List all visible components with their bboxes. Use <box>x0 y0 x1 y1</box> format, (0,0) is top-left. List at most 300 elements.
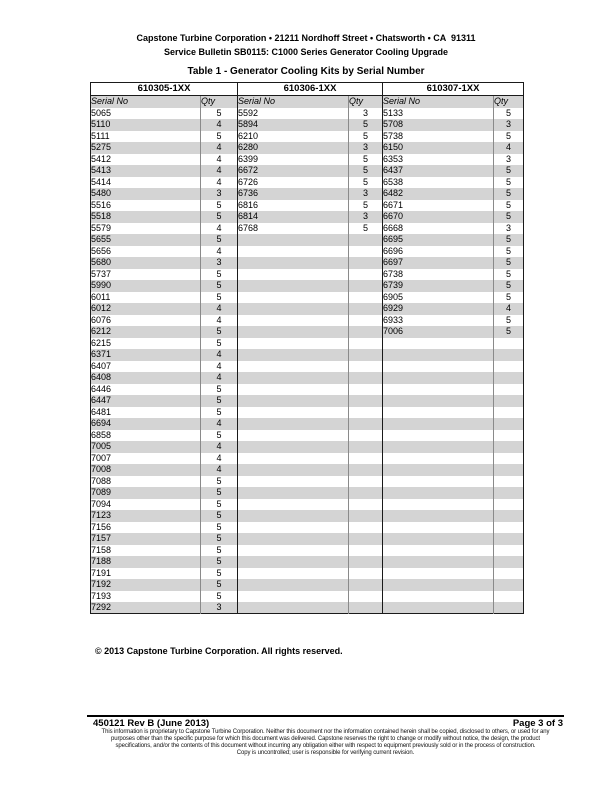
qty-cell <box>494 591 524 603</box>
qty-cell: 3 <box>494 119 524 131</box>
qty-cell: 5 <box>201 269 238 281</box>
serial-cell: 7005 <box>91 441 201 453</box>
serial-cell: 5894 <box>238 119 349 131</box>
qty-cell: 5 <box>349 119 383 131</box>
table-row <box>91 257 524 269</box>
serial-cell <box>383 338 494 350</box>
serial-cell <box>238 338 349 350</box>
serial-cell: 6695 <box>383 234 494 246</box>
qty-cell: 5 <box>349 154 383 166</box>
qty-cell: 4 <box>201 453 238 465</box>
qty-cell <box>349 499 383 511</box>
serial-cell <box>238 246 349 258</box>
serial-cell <box>238 499 349 511</box>
legal-line: This information is proprietary to Capstone Turbine Corporation. Neither this document nor the information contained herein shall be copied, disclosed to others, or used for any <box>101 729 550 735</box>
serial-cell <box>238 476 349 488</box>
serial-cell: 6738 <box>383 269 494 281</box>
qty-cell: 5 <box>494 165 524 177</box>
qty-cell: 5 <box>494 280 524 292</box>
table-row <box>91 556 524 568</box>
qty-cell: 5 <box>201 545 238 557</box>
qty-cell: 5 <box>201 533 238 545</box>
page-number: Page 3 of 3 <box>512 718 563 729</box>
table-row <box>91 568 524 580</box>
legal-line: specifications, and/or the contents of this document without incurring any obligation either with respect to equipment previously sold or in the process of construction. <box>115 743 536 749</box>
qty-cell <box>349 556 383 568</box>
qty-cell <box>349 257 383 269</box>
qty-cell: 5 <box>349 131 383 143</box>
qty-cell: 5 <box>494 131 524 143</box>
serial-cell: 5414 <box>91 177 201 189</box>
serial-cell <box>383 487 494 499</box>
serial-cell: 6816 <box>238 200 349 212</box>
qty-cell <box>494 602 524 614</box>
qty-cell: 5 <box>201 430 238 442</box>
serial-cell <box>238 372 349 384</box>
table-row <box>91 510 524 522</box>
table-row <box>91 119 524 131</box>
serial-cell: 5990 <box>91 280 201 292</box>
serial-cell: 6933 <box>383 315 494 327</box>
serial-cell: 6215 <box>91 338 201 350</box>
serial-cell: 6668 <box>383 223 494 235</box>
serial-cell: 6280 <box>238 142 349 154</box>
serial-cell <box>383 361 494 373</box>
qty-cell: 4 <box>201 303 238 315</box>
qty-cell <box>349 533 383 545</box>
qty-cell <box>349 234 383 246</box>
serial-cell <box>238 487 349 499</box>
document-header <box>0 31 612 59</box>
table-row <box>91 108 524 120</box>
table-row <box>91 441 524 453</box>
table-row <box>91 142 524 154</box>
qty-cell: 5 <box>201 131 238 143</box>
qty-cell <box>494 453 524 465</box>
qty-cell <box>349 510 383 522</box>
qty-cell <box>349 545 383 557</box>
serial-cell: 6929 <box>383 303 494 315</box>
table-row <box>91 464 524 476</box>
table-row <box>91 602 524 614</box>
serial-cell: 6150 <box>383 142 494 154</box>
serial-cell <box>383 453 494 465</box>
table-row <box>91 361 524 373</box>
qty-cell <box>349 361 383 373</box>
qty-cell: 3 <box>349 188 383 200</box>
qty-cell <box>349 602 383 614</box>
serial-cell: 6670 <box>383 211 494 223</box>
qty-cell: 4 <box>201 372 238 384</box>
serial-cell <box>383 476 494 488</box>
footer <box>87 715 564 757</box>
table-row <box>91 211 524 223</box>
qty-cell: 5 <box>494 292 524 304</box>
qty-cell: 3 <box>494 223 524 235</box>
serial-cell: 6399 <box>238 154 349 166</box>
serial-cell <box>383 384 494 396</box>
serial-cell <box>238 269 349 281</box>
serial-cell: 6697 <box>383 257 494 269</box>
serial-cell <box>238 602 349 614</box>
qty-cell: 5 <box>201 200 238 212</box>
serial-cell: 6210 <box>238 131 349 143</box>
serial-cell: 6408 <box>91 372 201 384</box>
qty-cell <box>349 579 383 591</box>
qty-cell <box>494 487 524 499</box>
qty-column-header: Qty <box>494 96 524 108</box>
table-row <box>91 315 524 327</box>
part-number-610305: 610305-1XX <box>91 83 238 96</box>
serial-cell <box>238 349 349 361</box>
qty-cell: 5 <box>494 108 524 120</box>
qty-cell <box>494 395 524 407</box>
serial-cell <box>238 384 349 396</box>
serial-cell <box>383 556 494 568</box>
qty-cell <box>349 338 383 350</box>
qty-cell <box>349 395 383 407</box>
serial-cell <box>238 292 349 304</box>
serial-cell <box>383 441 494 453</box>
qty-cell: 4 <box>201 119 238 131</box>
qty-cell <box>494 430 524 442</box>
table-row <box>91 269 524 281</box>
serial-cell: 6538 <box>383 177 494 189</box>
table-title: Table 1 - Generator Cooling Kits by Serial Number <box>187 66 425 77</box>
serial-cell: 5413 <box>91 165 201 177</box>
part-number-610307: 610307-1XX <box>383 83 524 96</box>
part-number-header-row <box>91 83 524 96</box>
serial-cell: 5680 <box>91 257 201 269</box>
qty-cell <box>349 384 383 396</box>
serial-cell: 6447 <box>91 395 201 407</box>
qty-cell: 3 <box>349 142 383 154</box>
serial-cell <box>383 522 494 534</box>
qty-cell: 3 <box>349 108 383 120</box>
footer-main-row <box>87 717 564 729</box>
serial-cell: 7192 <box>91 579 201 591</box>
table-row <box>91 545 524 557</box>
serial-cell <box>238 430 349 442</box>
qty-cell: 4 <box>201 361 238 373</box>
serial-cell: 6696 <box>383 246 494 258</box>
serial-column-header: Serial No <box>383 96 494 108</box>
table-row <box>91 177 524 189</box>
serial-cell <box>238 591 349 603</box>
serial-cell: 7191 <box>91 568 201 580</box>
qty-cell: 5 <box>201 487 238 499</box>
qty-cell: 5 <box>494 234 524 246</box>
qty-column-header: Qty <box>201 96 238 108</box>
qty-cell: 5 <box>349 177 383 189</box>
serial-cell <box>383 418 494 430</box>
table-row <box>91 407 524 419</box>
qty-cell <box>494 499 524 511</box>
qty-cell: 4 <box>201 246 238 258</box>
qty-cell: 5 <box>201 234 238 246</box>
qty-cell: 4 <box>201 165 238 177</box>
table-row <box>91 223 524 235</box>
qty-cell <box>349 453 383 465</box>
qty-cell <box>349 464 383 476</box>
serial-number-table <box>90 82 524 614</box>
qty-cell: 5 <box>494 269 524 281</box>
qty-cell: 5 <box>349 165 383 177</box>
serial-cell: 7088 <box>91 476 201 488</box>
qty-cell: 4 <box>494 142 524 154</box>
qty-cell: 5 <box>201 499 238 511</box>
serial-cell <box>238 556 349 568</box>
serial-cell: 6768 <box>238 223 349 235</box>
serial-cell <box>238 418 349 430</box>
qty-cell <box>494 533 524 545</box>
table-row <box>91 579 524 591</box>
qty-cell: 5 <box>201 591 238 603</box>
serial-cell <box>238 453 349 465</box>
table-row <box>91 349 524 361</box>
table-row <box>91 418 524 430</box>
serial-cell: 5480 <box>91 188 201 200</box>
serial-cell <box>383 464 494 476</box>
serial-cell: 5111 <box>91 131 201 143</box>
serial-cell <box>383 545 494 557</box>
serial-cell <box>238 395 349 407</box>
serial-cell: 6407 <box>91 361 201 373</box>
serial-cell: 5133 <box>383 108 494 120</box>
qty-cell: 5 <box>494 211 524 223</box>
qty-cell <box>494 372 524 384</box>
legal-line: Copy is uncontrolled; user is responsible for verifying current revision. <box>236 750 415 756</box>
serial-cell <box>238 234 349 246</box>
serial-cell: 7089 <box>91 487 201 499</box>
table-row <box>91 487 524 499</box>
qty-cell: 4 <box>201 418 238 430</box>
table-row <box>91 453 524 465</box>
serial-cell: 7157 <box>91 533 201 545</box>
serial-cell: 5655 <box>91 234 201 246</box>
serial-cell: 7006 <box>383 326 494 338</box>
serial-cell: 5737 <box>91 269 201 281</box>
qty-cell: 5 <box>494 188 524 200</box>
serial-cell: 6905 <box>383 292 494 304</box>
serial-cell: 6672 <box>238 165 349 177</box>
qty-cell <box>494 361 524 373</box>
qty-cell: 4 <box>494 303 524 315</box>
serial-cell <box>238 568 349 580</box>
serial-cell: 5738 <box>383 131 494 143</box>
qty-cell: 5 <box>201 384 238 396</box>
qty-cell <box>349 315 383 327</box>
serial-cell: 6437 <box>383 165 494 177</box>
column-header-row <box>91 96 524 108</box>
qty-cell: 5 <box>201 556 238 568</box>
serial-cell: 6371 <box>91 349 201 361</box>
qty-cell: 5 <box>201 568 238 580</box>
bulletin-title-line: Service Bulletin SB0115: C1000 Series Generator Cooling Upgrade <box>163 47 449 57</box>
serial-cell <box>238 315 349 327</box>
qty-cell: 5 <box>201 108 238 120</box>
qty-cell <box>494 579 524 591</box>
table-row <box>91 384 524 396</box>
qty-cell: 4 <box>201 349 238 361</box>
table-row <box>91 234 524 246</box>
qty-cell: 4 <box>201 441 238 453</box>
serial-cell <box>383 430 494 442</box>
serial-cell: 7094 <box>91 499 201 511</box>
qty-cell: 5 <box>494 246 524 258</box>
serial-cell: 5110 <box>91 119 201 131</box>
qty-column-header: Qty <box>349 96 383 108</box>
qty-cell <box>349 487 383 499</box>
serial-cell <box>238 303 349 315</box>
qty-cell <box>494 568 524 580</box>
qty-cell <box>494 464 524 476</box>
part-number-610306: 610306-1XX <box>238 83 383 96</box>
serial-cell <box>383 510 494 522</box>
serial-cell <box>383 591 494 603</box>
table-row <box>91 292 524 304</box>
serial-cell <box>238 545 349 557</box>
qty-cell <box>349 326 383 338</box>
qty-cell: 5 <box>494 200 524 212</box>
qty-cell <box>349 441 383 453</box>
serial-cell: 7292 <box>91 602 201 614</box>
qty-cell <box>349 246 383 258</box>
serial-cell <box>238 533 349 545</box>
qty-cell: 5 <box>201 510 238 522</box>
qty-cell <box>349 280 383 292</box>
serial-cell <box>238 522 349 534</box>
table-row <box>91 533 524 545</box>
qty-cell <box>494 510 524 522</box>
qty-cell: 4 <box>201 142 238 154</box>
qty-cell <box>349 407 383 419</box>
serial-cell: 6012 <box>91 303 201 315</box>
qty-cell <box>494 522 524 534</box>
serial-cell: 5592 <box>238 108 349 120</box>
serial-cell: 5065 <box>91 108 201 120</box>
serial-cell: 6212 <box>91 326 201 338</box>
serial-cell <box>238 361 349 373</box>
qty-cell <box>494 349 524 361</box>
serial-cell: 7156 <box>91 522 201 534</box>
qty-cell: 4 <box>201 177 238 189</box>
qty-cell <box>494 545 524 557</box>
serial-cell <box>238 464 349 476</box>
table-row <box>91 430 524 442</box>
serial-cell: 7007 <box>91 453 201 465</box>
serial-cell <box>383 349 494 361</box>
serial-cell <box>238 441 349 453</box>
serial-cell: 6076 <box>91 315 201 327</box>
serial-cell <box>383 533 494 545</box>
qty-cell: 5 <box>494 315 524 327</box>
serial-cell: 6858 <box>91 430 201 442</box>
qty-cell: 5 <box>349 223 383 235</box>
table-row <box>91 522 524 534</box>
serial-cell: 5518 <box>91 211 201 223</box>
table-row <box>91 476 524 488</box>
qty-cell: 5 <box>201 395 238 407</box>
serial-table-body <box>91 108 524 614</box>
qty-cell: 3 <box>349 211 383 223</box>
qty-cell <box>349 522 383 534</box>
qty-cell <box>349 372 383 384</box>
serial-cell: 7193 <box>91 591 201 603</box>
table-head <box>91 83 524 108</box>
qty-cell <box>494 407 524 419</box>
qty-cell: 4 <box>201 223 238 235</box>
table-row <box>91 131 524 143</box>
qty-cell: 4 <box>201 464 238 476</box>
serial-cell: 6353 <box>383 154 494 166</box>
table-row <box>91 200 524 212</box>
qty-cell <box>349 269 383 281</box>
qty-cell <box>349 303 383 315</box>
qty-cell <box>349 418 383 430</box>
serial-cell: 5412 <box>91 154 201 166</box>
serial-cell: 6736 <box>238 188 349 200</box>
serial-cell: 7123 <box>91 510 201 522</box>
qty-cell <box>349 292 383 304</box>
serial-cell <box>238 257 349 269</box>
qty-cell: 5 <box>201 292 238 304</box>
qty-cell: 5 <box>201 579 238 591</box>
qty-cell: 5 <box>201 280 238 292</box>
serial-cell: 6446 <box>91 384 201 396</box>
footer-legal-text <box>87 729 564 757</box>
table-row <box>91 372 524 384</box>
qty-cell: 4 <box>201 315 238 327</box>
serial-cell: 6011 <box>91 292 201 304</box>
copyright-notice: © 2013 Capstone Turbine Corporation. All rights reserved. <box>95 646 343 656</box>
qty-cell <box>494 476 524 488</box>
qty-cell: 5 <box>201 407 238 419</box>
serial-cell: 6739 <box>383 280 494 292</box>
serial-cell: 6671 <box>383 200 494 212</box>
qty-cell: 5 <box>494 326 524 338</box>
table-row <box>91 395 524 407</box>
qty-cell: 3 <box>201 188 238 200</box>
qty-cell: 5 <box>201 476 238 488</box>
table-row <box>91 246 524 258</box>
serial-cell <box>238 280 349 292</box>
serial-cell <box>383 568 494 580</box>
table-row <box>91 338 524 350</box>
qty-cell: 4 <box>201 154 238 166</box>
serial-cell: 5275 <box>91 142 201 154</box>
table-row <box>91 188 524 200</box>
qty-cell <box>494 441 524 453</box>
qty-cell <box>349 349 383 361</box>
qty-cell <box>349 476 383 488</box>
qty-cell <box>494 384 524 396</box>
qty-cell: 5 <box>349 200 383 212</box>
serial-cell: 7158 <box>91 545 201 557</box>
qty-cell <box>349 430 383 442</box>
serial-cell: 7008 <box>91 464 201 476</box>
serial-cell: 5656 <box>91 246 201 258</box>
serial-cell <box>383 395 494 407</box>
serial-cell <box>238 326 349 338</box>
document-ref: 450121 Rev B (June 2013) <box>93 718 210 729</box>
serial-cell <box>383 407 494 419</box>
serial-cell: 6481 <box>91 407 201 419</box>
qty-cell: 5 <box>201 338 238 350</box>
serial-cell: 6694 <box>91 418 201 430</box>
serial-cell <box>383 579 494 591</box>
table-row <box>91 165 524 177</box>
